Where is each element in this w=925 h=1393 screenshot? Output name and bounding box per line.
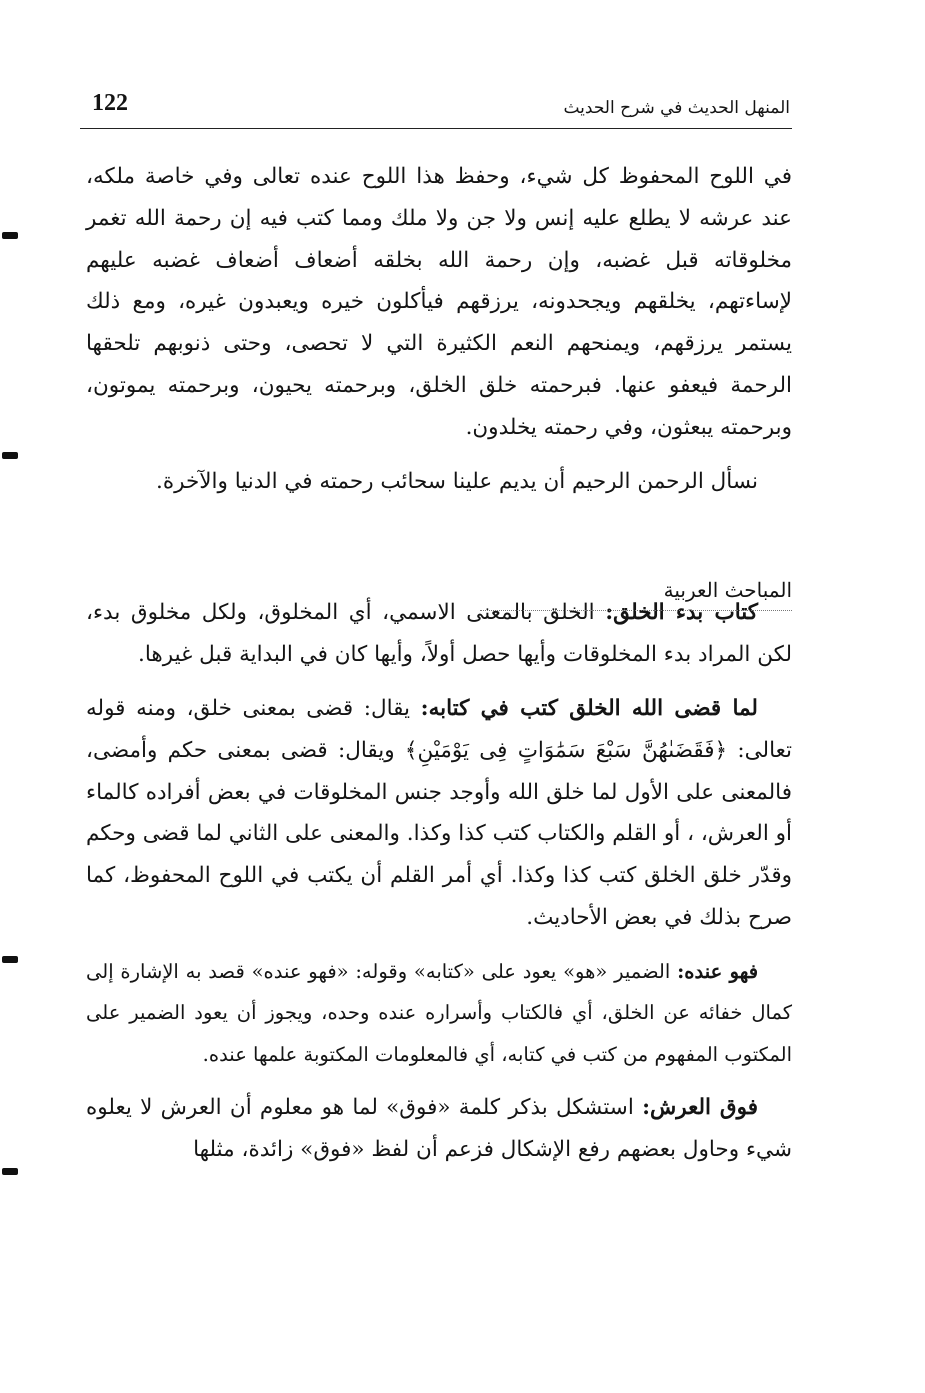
running-title: المنهل الحديث في شرح الحديث	[563, 98, 790, 118]
margin-mark	[2, 956, 18, 963]
margin-mark	[2, 232, 18, 239]
section-heading-text: المباحث العربية	[663, 578, 792, 602]
entry-term: فهو عنده:	[677, 959, 759, 983]
entry-fawq-alarsh	[86, 1087, 792, 1171]
paragraph-1: في اللوح المحفوظ كل شيء، وحفظ هذا اللوح عنده تعالى وفي خاصة ملكه، عند عرشه لا يطلع عليه إنس ولا جن ولا ملك ومما كتب فيه إن رحمة الله تغمر مخلوقاته قبل غضبه، وإن رحمة الله بخلقه أضعاف أضعاف غضبه عليهم لإساءتهم، يخلقهم ويجحدونه، يرزقهم فيأكلون خيره ويعبدون غيره، ومع ذلك يستمر يرزقهم، ويمنحهم النعم الكثيرة التي لا تحصى، وحتى ذنوبهم تلحقها الرحمة فيعفو عنها. فبرحمته خلق الخلق، وبرحمته يحيون، وبرحمته يموتون، وبرحمته يبعثون، وفي رحمته يخلدون.	[86, 164, 792, 440]
entry-term: فوق العرش:	[642, 1095, 758, 1121]
entry-lamma-qada	[86, 688, 792, 939]
margin-mark	[2, 1168, 18, 1175]
entry-text: الضمير «هو» يعود على «كتابه» وقوله: «فهو عنده» قصد به الإشارة إلى كمال خفائه عن الخلق، أي فالكتاب وأسراره عنده وحده، ويجوز أن يعود الضمير على المكتوب المفهوم من كتب في كتابه، أي فالمعلومات المكتوبة علمها عنده.	[86, 959, 792, 1066]
entry-text: يقال: قضى بمعنى خلق، ومنه قوله تعالى: ﴿فَقَضَىٰهُنَّ سَبْعَ سَمَٰوَاتٍ فِى يَوْمَيْنِ﴾ ويقال: قضى بمعنى حكم وأمضى، فالمعنى على الأول لما خلق الله وأوجد جنس المخلوقات في بعض أفراده كالماء أو العرش، ، أو القلم والكتاب كتب كذا وكذا. والمعنى على الثاني لما قضى وحكم وقدّر خلق الخلق كتب كذا وكذا. أي أمر القلم أن يكتب في اللوح المحفوظ، كما صرح بذلك في بعض الأحاديث.	[86, 695, 792, 930]
entry-text: الخلق بالمعنى الاسمي، أي المخلوق، ولكل مخلوق بدء، لكن المراد بدء المخلوقات وأيها حصل أولاً، وأيها كان في البداية قبل غيرها.	[86, 600, 792, 668]
entry-fahuwa-indahu	[86, 951, 792, 1076]
page-header	[80, 88, 792, 129]
entry-term: كتاب بدء الخلق:	[605, 600, 758, 626]
section-heading	[480, 574, 792, 611]
margin-mark	[2, 452, 18, 459]
page-number: 122	[92, 90, 128, 116]
paragraph-2: نسأل الرحمن الرحيم أن يديم علينا سحائب رحمته في الدنيا والآخرة.	[156, 468, 758, 494]
page-body	[86, 156, 792, 1183]
entry-term: لما قضى الله الخلق كتب في كتابه:	[420, 695, 758, 721]
entry-text: استشكل بذكر كلمة «فوق» لما هو معلوم أن العرش لا يعلوه شيء وحاول بعضهم رفع الإشكال فزعم أن لفظ «فوق» زائدة، مثلها	[86, 1095, 792, 1163]
